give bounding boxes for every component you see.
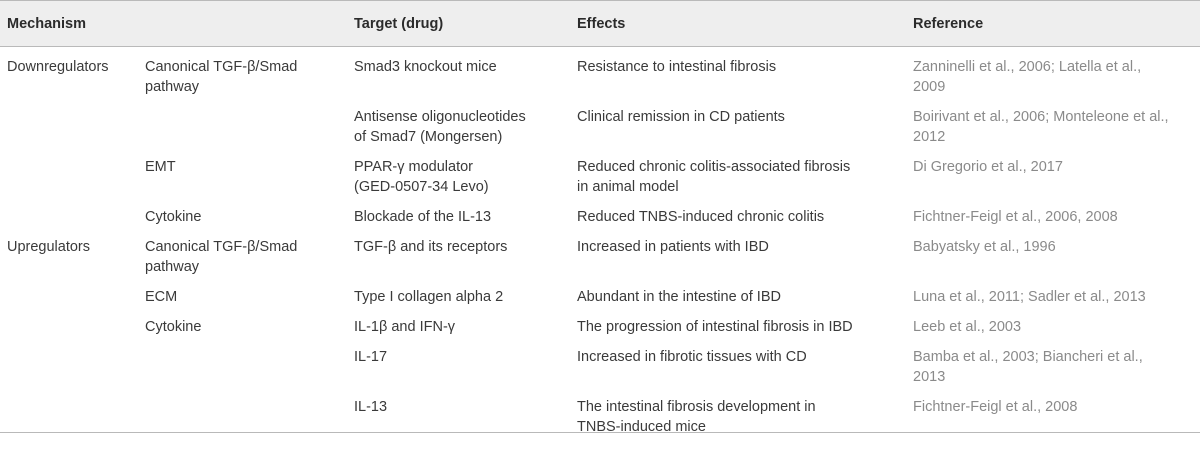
cell-reference-line: Boirivant et al., 2006; Monteleone et al., <box>913 107 1196 127</box>
header-mechanism: Mechanism <box>0 1 346 47</box>
cell-mechanism: Downregulators <box>0 47 138 98</box>
cell-target-line: of Smad7 (Mongersen) <box>354 127 565 147</box>
cell-submechanism-line: pathway <box>145 77 342 97</box>
table-body <box>0 47 1200 449</box>
cell-mechanism <box>0 97 138 147</box>
cell-mechanism <box>0 277 138 307</box>
cell-target-line: TGF-β and its receptors <box>354 237 565 257</box>
table-header <box>0 1 1200 47</box>
cell-target-line: IL-17 <box>354 347 565 367</box>
cell-mechanism <box>0 147 138 197</box>
cell-reference-line: 2009 <box>913 77 1196 97</box>
cell-reference-line: Fichtner-Feigl et al., 2006, 2008 <box>913 207 1196 227</box>
cell-target-line: IL-13 <box>354 397 565 417</box>
cell-reference <box>905 47 1200 98</box>
cell-effect <box>569 97 905 147</box>
cell-effect-line: in animal model <box>577 177 901 197</box>
table-row <box>0 307 1200 337</box>
cell-reference-line: Babyatsky et al., 1996 <box>913 237 1196 257</box>
cell-reference <box>905 97 1200 147</box>
cell-submechanism-line: ECM <box>145 287 342 307</box>
cell-reference <box>905 277 1200 307</box>
cell-effect <box>569 47 905 98</box>
cell-target-line: Type I collagen alpha 2 <box>354 287 565 307</box>
cell-effect-line: Reduced chronic colitis-associated fibrosis <box>577 157 901 177</box>
cell-effect-line: Reduced TNBS-induced chronic colitis <box>577 207 901 227</box>
cell-reference-line: Fichtner-Feigl et al., 2008 <box>913 397 1196 417</box>
cell-reference <box>905 227 1200 277</box>
cell-mechanism <box>0 337 138 387</box>
cell-effect <box>569 307 905 337</box>
cell-mechanism <box>0 197 138 227</box>
cell-effect-line: Increased in fibrotic tissues with CD <box>577 347 901 367</box>
cell-reference-line: 2013 <box>913 367 1196 387</box>
cell-effect-line: Increased in patients with IBD <box>577 237 901 257</box>
cell-submechanism <box>138 227 346 277</box>
cell-reference <box>905 337 1200 387</box>
table-row <box>0 227 1200 277</box>
table-bottom-rule <box>0 432 1200 433</box>
cell-mechanism: Upregulators <box>0 227 138 277</box>
cell-target-line: Smad3 knockout mice <box>354 57 565 77</box>
table-row <box>0 147 1200 197</box>
cell-effect-line: Resistance to intestinal fibrosis <box>577 57 901 77</box>
cell-submechanism-line: Cytokine <box>145 317 342 337</box>
cell-reference-line: Bamba et al., 2003; Biancheri et al., <box>913 347 1196 367</box>
cell-mechanism <box>0 307 138 337</box>
cell-effect <box>569 197 905 227</box>
cell-effect <box>569 227 905 277</box>
cell-submechanism-line: EMT <box>145 157 342 177</box>
header-row <box>0 1 1200 47</box>
cell-reference-line: Di Gregorio et al., 2017 <box>913 157 1196 177</box>
cell-target <box>346 227 569 277</box>
cell-target-line: Blockade of the IL-13 <box>354 207 565 227</box>
cell-reference <box>905 307 1200 337</box>
cell-effect-line: Abundant in the intestine of IBD <box>577 287 901 307</box>
table-row <box>0 47 1200 98</box>
cell-reference-line: 2012 <box>913 127 1196 147</box>
cell-reference <box>905 197 1200 227</box>
cell-effect-line: The progression of intestinal fibrosis in IBD <box>577 317 901 337</box>
cell-effect-line: The intestinal fibrosis development in <box>577 397 901 417</box>
cell-submechanism-line: pathway <box>145 257 342 277</box>
cell-target <box>346 97 569 147</box>
cell-target <box>346 47 569 98</box>
table-row <box>0 337 1200 387</box>
cell-target-line: Antisense oligonucleotides <box>354 107 565 127</box>
cell-reference-line: Luna et al., 2011; Sadler et al., 2013 <box>913 287 1196 307</box>
header-reference: Reference <box>905 1 1200 47</box>
cell-submechanism <box>138 277 346 307</box>
cell-reference-line: Leeb et al., 2003 <box>913 317 1196 337</box>
cell-effect <box>569 147 905 197</box>
cell-target-line: PPAR-γ modulator <box>354 157 565 177</box>
header-target: Target (drug) <box>346 1 569 47</box>
cell-effect <box>569 277 905 307</box>
cell-submechanism-line: Canonical TGF-β/Smad <box>145 57 342 77</box>
cell-effect <box>569 337 905 387</box>
cell-effect-line: TNBS-induced mice <box>577 417 901 437</box>
cell-submechanism-line: Canonical TGF-β/Smad <box>145 237 342 257</box>
cell-submechanism <box>138 307 346 337</box>
cell-target <box>346 147 569 197</box>
table-row <box>0 97 1200 147</box>
cell-effect-line: Clinical remission in CD patients <box>577 107 901 127</box>
cell-submechanism <box>138 47 346 98</box>
cell-submechanism <box>138 337 346 387</box>
cell-reference <box>905 147 1200 197</box>
cell-target <box>346 337 569 387</box>
cell-submechanism <box>138 97 346 147</box>
cell-submechanism <box>138 147 346 197</box>
cell-reference-line: Zanninelli et al., 2006; Latella et al., <box>913 57 1196 77</box>
cell-target <box>346 307 569 337</box>
cell-target <box>346 197 569 227</box>
cell-target-line: IL-1β and IFN-γ <box>354 317 565 337</box>
table-row <box>0 277 1200 307</box>
table-row <box>0 197 1200 227</box>
cell-target-line: (GED-0507-34 Levo) <box>354 177 565 197</box>
header-effects: Effects <box>569 1 905 47</box>
cell-submechanism <box>138 197 346 227</box>
cell-target <box>346 277 569 307</box>
cell-submechanism-line: Cytokine <box>145 207 342 227</box>
